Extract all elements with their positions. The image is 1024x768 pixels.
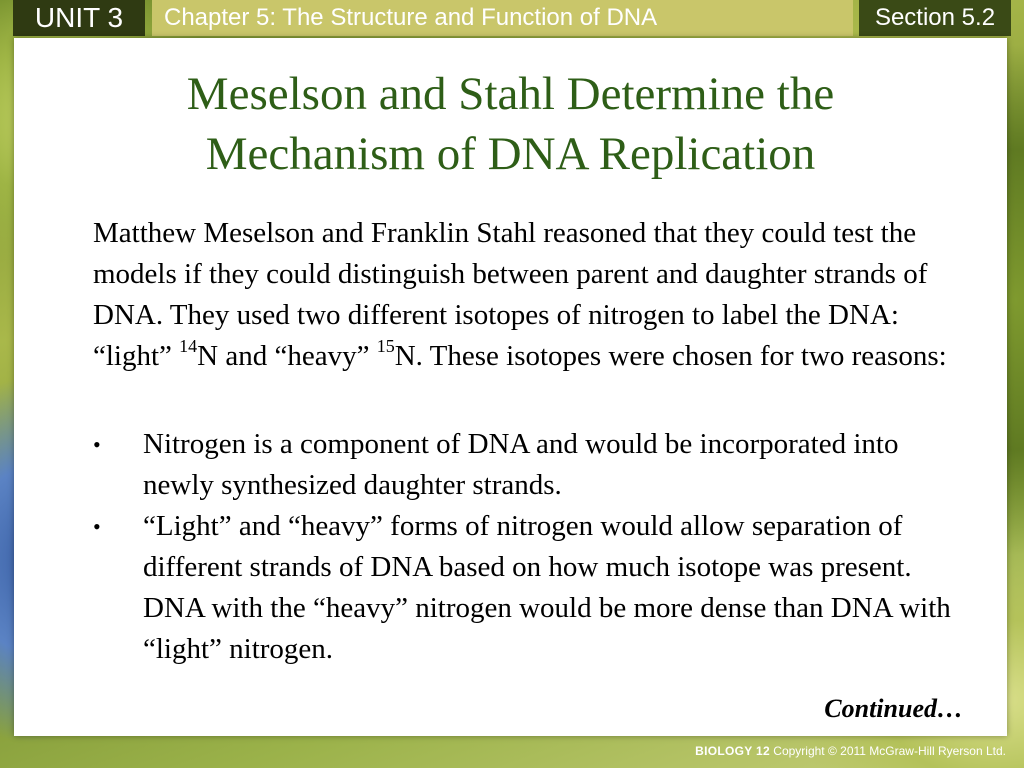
slide-title-line-1: Meselson and Stahl Determine the (186, 68, 835, 120)
list-item-text: Nitrogen is a component of DNA and would be incorporated into newly synthesized daughter strands. (143, 428, 899, 501)
reasons-list (93, 424, 973, 670)
slide-title (14, 64, 1007, 184)
section-label: Section 5.2 (859, 0, 1011, 36)
continued-label: Continued… (824, 694, 963, 723)
isotope-heavy-mass: 15 (376, 336, 395, 357)
slide-footer (695, 742, 1006, 760)
slide-header (0, 0, 1024, 38)
intro-text-part-1: Matthew Meselson and Franklin Stahl reasoned that they could test the models if they could distinguish between parent and daughter strands of DNA. They used two different isotopes of nitrogen to label the DNA: “light” (93, 217, 928, 372)
bullet-icon: • (93, 432, 101, 457)
list-item (93, 424, 973, 506)
intro-text-part-2: N and “heavy” (197, 340, 377, 372)
unit-label: UNIT 3 (13, 0, 145, 36)
footer-copyright: Copyright © 2011 McGraw-Hill Ryerson Ltd. (769, 744, 1006, 758)
content-panel (14, 38, 1007, 736)
intro-paragraph (93, 213, 973, 377)
slide-title-line-2: Mechanism of DNA Replication (205, 128, 816, 180)
isotope-light-mass: 14 (179, 336, 198, 357)
list-item-text: “Light” and “heavy” forms of nitrogen would allow separation of different strands of DNA based on how much isotope was present. DNA with the “heavy” nitrogen would be more dense than DNA with “light” nitrogen. (143, 510, 951, 665)
footer-brand: BIOLOGY 12 (695, 744, 770, 758)
list-item (93, 506, 973, 670)
bullet-icon: • (93, 514, 101, 539)
intro-text-part-3: N. These isotopes were chosen for two reasons: (394, 340, 947, 372)
chapter-label: Chapter 5: The Structure and Function of DNA (152, 0, 853, 36)
